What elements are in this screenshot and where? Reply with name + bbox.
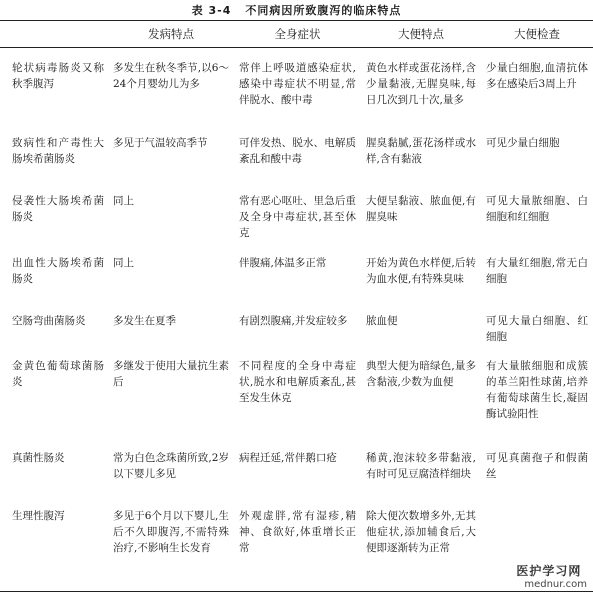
cell-exam: 可见大量脓细胞、白细胞和红细胞 [486,194,588,223]
cell-systemic: 常有恶心呕吐、里急后重及全身中毒症状,甚至休克 [239,194,356,239]
cell-stool: 除大便次数增多外,无其他症状,添加辅食后,大便即逐渐转为正常 [361,502,481,592]
cell-systemic: 外观虚胖,常有湿疹,精神、食欲好,体重增长正常 [234,502,361,592]
table-row [0,502,593,592]
table-row [0,440,593,502]
table-row [0,251,593,309]
table-number: 表 3-4 [191,4,232,17]
table-title: 不同病因所致腹泻的临床特点 [245,4,402,17]
clinical-features-table [0,20,593,592]
cell-disease-name: 致病性和产毒性大肠埃希菌肠炎 [12,136,104,165]
cell-disease-name: 轮状病毒肠炎又称秋季腹泻 [12,62,104,90]
cell-systemic: 可伴发热、脱水、电解质紊乱和酸中毒 [239,136,356,165]
header-systemic: 全身症状 [234,21,361,48]
cell-disease-name: 侵袭性大肠埃希菌肠炎 [12,194,104,223]
cell-onset: 多见于6个月以下婴儿,生后不久即腹泻,不需特殊治疗,不影响生长发育 [108,502,234,592]
cell-stool: 典型大便为暗绿色,量多含黏液,少数为血便 [366,359,476,388]
cell-stool: 腥臭黏腻,蛋花汤样或水样,含有黏液 [366,136,476,165]
cell-onset: 常为白色念珠菌所致,2岁以下婴儿多见 [113,451,229,480]
watermark-site-name: 医护学习网 [516,564,582,578]
cell-stool: 开始为黄色水样便,后转为血水便,有特殊臭味 [366,256,476,285]
cell-systemic: 不同程度的全身中毒症状,脱水和电解质紊乱,甚至发生休克 [239,359,356,404]
cell-exam: 可见真菌孢子和假菌丝 [486,451,588,480]
cell-systemic: 常伴上呼吸道感染症状,感染中毒症状不明显,常伴脱水、酸中毒 [239,62,356,106]
cell-exam: 少量白细胞,血清抗体多在感染后3周上升 [486,62,588,90]
cell-exam: 可见少量白细胞 [486,136,560,149]
cell-disease-name: 金黄色葡萄球菌肠炎 [12,359,104,388]
cell-onset: 多发生在秋冬季节,以6～24个月婴幼儿为多 [113,62,229,90]
header-onset: 发病特点 [108,21,234,48]
cell-stool: 黄色水样或蛋花汤样,含少量黏液,无腥臭味,每日几次到几十次,量多 [366,62,476,106]
cell-onset: 同上 [113,256,134,269]
header-disease [0,21,108,48]
table-caption [0,2,593,18]
header-exam: 大便检查 [481,21,593,48]
cell-disease-name: 出血性大肠埃希菌肠炎 [12,256,104,285]
table-row [0,48,593,115]
table-row [0,354,593,440]
cell-onset: 多发生在夏季 [113,314,176,327]
cell-systemic: 伴腹痛,体温多正常 [239,256,327,269]
site-watermark [516,562,587,590]
watermark-url: mednur.com [524,579,587,590]
cell-exam: 有大量脓细胞和成簇的革兰阳性球菌,培养有葡萄球菌生长,凝固酶试验阳性 [486,359,588,420]
cell-onset: 多见于气温较高季节 [113,136,208,149]
table-row [0,115,593,187]
cell-stool: 脓血便 [366,314,398,327]
cell-systemic: 有剧烈腹痛,并发症较多 [239,314,348,327]
cell-disease-name: 生理性腹泻 [0,502,108,592]
table-header-row [0,21,593,48]
cell-onset: 同上 [113,194,134,207]
cell-systemic: 病程迁延,常伴鹅口疮 [239,451,337,464]
cell-stool: 大便呈黏液、脓血便,有腥臭味 [366,194,476,223]
table-row [0,187,593,251]
table-row [0,309,593,354]
cell-onset: 多继发于使用大量抗生素后 [113,359,229,388]
header-stool: 大便特点 [361,21,481,48]
cell-disease-name: 空肠弯曲菌肠炎 [12,314,86,327]
cell-exam: 可见大量白细胞、红细胞 [486,314,588,343]
cell-exam: 有大量红细胞,常无白细胞 [486,256,588,285]
cell-disease-name: 真菌性肠炎 [12,451,65,464]
cell-stool: 稀黄,泡沫较多带黏液,有时可见豆腐渣样细块 [366,451,476,480]
